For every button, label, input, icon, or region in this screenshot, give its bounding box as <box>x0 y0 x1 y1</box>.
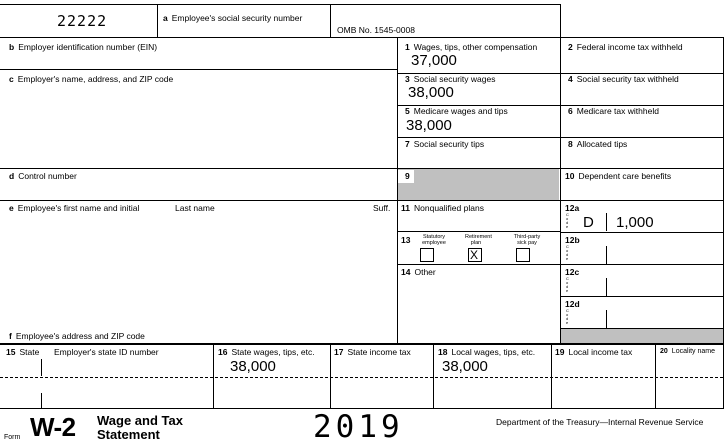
box-7-text: Social security tips <box>413 139 485 149</box>
box-13-number-text: 13 <box>401 235 411 245</box>
box-2-text: Federal income tax withheld <box>576 42 683 52</box>
box-7-number: 7 <box>405 139 410 149</box>
box-11-label <box>401 203 484 213</box>
box-9-number-text: 9 <box>405 171 410 181</box>
box-16-text: State wages, tips, etc. <box>231 347 315 357</box>
box-14-label <box>401 267 436 277</box>
box-12-bottom-shade <box>560 329 723 343</box>
box-c-letter: c <box>9 74 14 84</box>
box-15-number: 15 <box>6 347 16 357</box>
box-16-label <box>218 347 315 357</box>
box-15-text: State <box>19 347 40 357</box>
box-b-label <box>9 42 157 52</box>
box-12b-code-caption: C o d e <box>566 244 569 261</box>
box-4-number: 4 <box>568 74 573 84</box>
box-c-text: Employer's name, address, and ZIP code <box>17 74 174 84</box>
box-3-text: Social security wages <box>413 74 496 84</box>
box-f-text: Employee's address and ZIP code <box>15 331 145 341</box>
tax-year: 2019 <box>313 409 404 445</box>
box-e-text: Employee's first name and initial <box>17 203 140 213</box>
box-19-label <box>555 347 632 357</box>
statutory-employee-checkbox[interactable] <box>420 248 434 262</box>
box-3-number: 3 <box>405 74 410 84</box>
box-17-number: 17 <box>334 347 344 357</box>
box-20-number: 20 <box>660 348 668 355</box>
box-5-label <box>405 106 508 116</box>
ssn-label-text: Employee's social security number <box>171 13 303 23</box>
box-20-text: Locality name <box>671 348 715 355</box>
form-name: W-2 <box>30 412 76 442</box>
box-2-number: 2 <box>568 42 573 52</box>
box-4-label <box>568 74 679 84</box>
box-e-last-name: Last name <box>175 203 215 213</box>
box-18-value[interactable]: 38,000 <box>442 358 488 375</box>
box-15-label <box>6 347 39 357</box>
form-word: Form <box>4 434 21 441</box>
form-control-code: 22222 <box>57 12 108 30</box>
retirement-plan-checkbox[interactable] <box>468 248 482 262</box>
box-b-letter: b <box>9 42 15 52</box>
box-13-number <box>401 235 414 245</box>
retirement-plan-caption: Retirement plan <box>465 234 492 246</box>
box-12c-number: 12c <box>565 267 580 277</box>
omb-number: OMB No. 1545-0008 <box>337 25 415 35</box>
third-party-sick-pay-checkbox[interactable] <box>516 248 530 262</box>
box-1-value[interactable]: 37,000 <box>411 52 457 69</box>
box-5-number: 5 <box>405 106 410 116</box>
box-1-label <box>405 42 537 52</box>
box-2-label <box>568 42 683 52</box>
box-6-label <box>568 106 659 116</box>
third-party-sick-pay-caption: Third-party sick pay <box>513 234 541 246</box>
box-15-state-id-label: Employer's state ID number <box>54 347 159 357</box>
form-title-line-1: Wage and Tax <box>97 413 183 428</box>
agency-name: Department of the Treasury—Internal Revenue Service <box>496 417 704 427</box>
statutory-employee-caption: Statutory employee <box>422 234 446 246</box>
box-12d-code-caption: C o d e <box>566 308 569 325</box>
ssn-field-label <box>163 13 302 23</box>
box-b-text: Employer identification number (EIN) <box>18 42 158 52</box>
box-d-text: Control number <box>18 171 77 181</box>
box-12a-number: 12a <box>565 203 580 213</box>
box-f-letter: f <box>9 331 12 341</box>
box-8-text: Allocated tips <box>576 139 628 149</box>
box-12b-number: 12b <box>565 235 580 245</box>
box-12a-amount[interactable]: 1,000 <box>616 214 654 231</box>
form-title-line-2: Statement <box>97 427 160 442</box>
box-14-text: Other <box>414 267 436 277</box>
box-5-text: Medicare wages and tips <box>413 106 508 116</box>
box-4-text: Social security tax withheld <box>576 74 679 84</box>
box-10-label <box>565 171 671 181</box>
box-10-number: 10 <box>565 171 575 181</box>
box-1-text: Wages, tips, other compensation <box>413 42 538 52</box>
box-7-label <box>405 139 484 149</box>
box-d-label <box>9 171 77 181</box>
box-f-label <box>9 331 145 341</box>
box-8-number: 8 <box>568 139 573 149</box>
box-e-letter: e <box>9 203 14 213</box>
box-e-label <box>9 203 139 213</box>
box-18-label <box>438 347 535 357</box>
box-d-letter: d <box>9 171 15 181</box>
box-6-number: 6 <box>568 106 573 116</box>
box-18-text: Local wages, tips, etc. <box>451 347 536 357</box>
retirement-plan-mark: X <box>470 248 479 262</box>
box-1-number: 1 <box>405 42 410 52</box>
box-e-suffix: Suff. <box>373 203 391 213</box>
box-16-value[interactable]: 38,000 <box>230 358 276 375</box>
box-11-text: Nonqualified plans <box>414 203 484 213</box>
box-12d-number: 12d <box>565 299 580 309</box>
box-10-text: Dependent care benefits <box>578 171 672 181</box>
box-5-value[interactable]: 38,000 <box>406 117 452 134</box>
box-9-shade <box>397 169 559 201</box>
box-19-number: 19 <box>555 347 565 357</box>
box-18-number: 18 <box>438 347 448 357</box>
box-3-label <box>405 74 495 84</box>
box-a-letter: a <box>163 13 168 23</box>
box-11-number: 11 <box>401 203 410 213</box>
box-19-text: Local income tax <box>568 347 633 357</box>
box-3-value[interactable]: 38,000 <box>408 84 454 101</box>
box-12c-code-caption: C o d e <box>566 276 569 293</box>
box-c-label <box>9 74 173 84</box>
box-16-number: 16 <box>218 347 228 357</box>
box-6-text: Medicare tax withheld <box>576 106 659 116</box>
box-12a-code-caption: C o d e <box>566 212 569 229</box>
box-17-text: State income tax <box>347 347 411 357</box>
box-12a-code[interactable]: D <box>583 214 594 231</box>
box-8-label <box>568 139 627 149</box>
box-9-number <box>405 171 414 181</box>
box-14-number: 14 <box>401 267 411 277</box>
box-20-label <box>660 347 715 357</box>
box-17-label <box>334 347 411 357</box>
